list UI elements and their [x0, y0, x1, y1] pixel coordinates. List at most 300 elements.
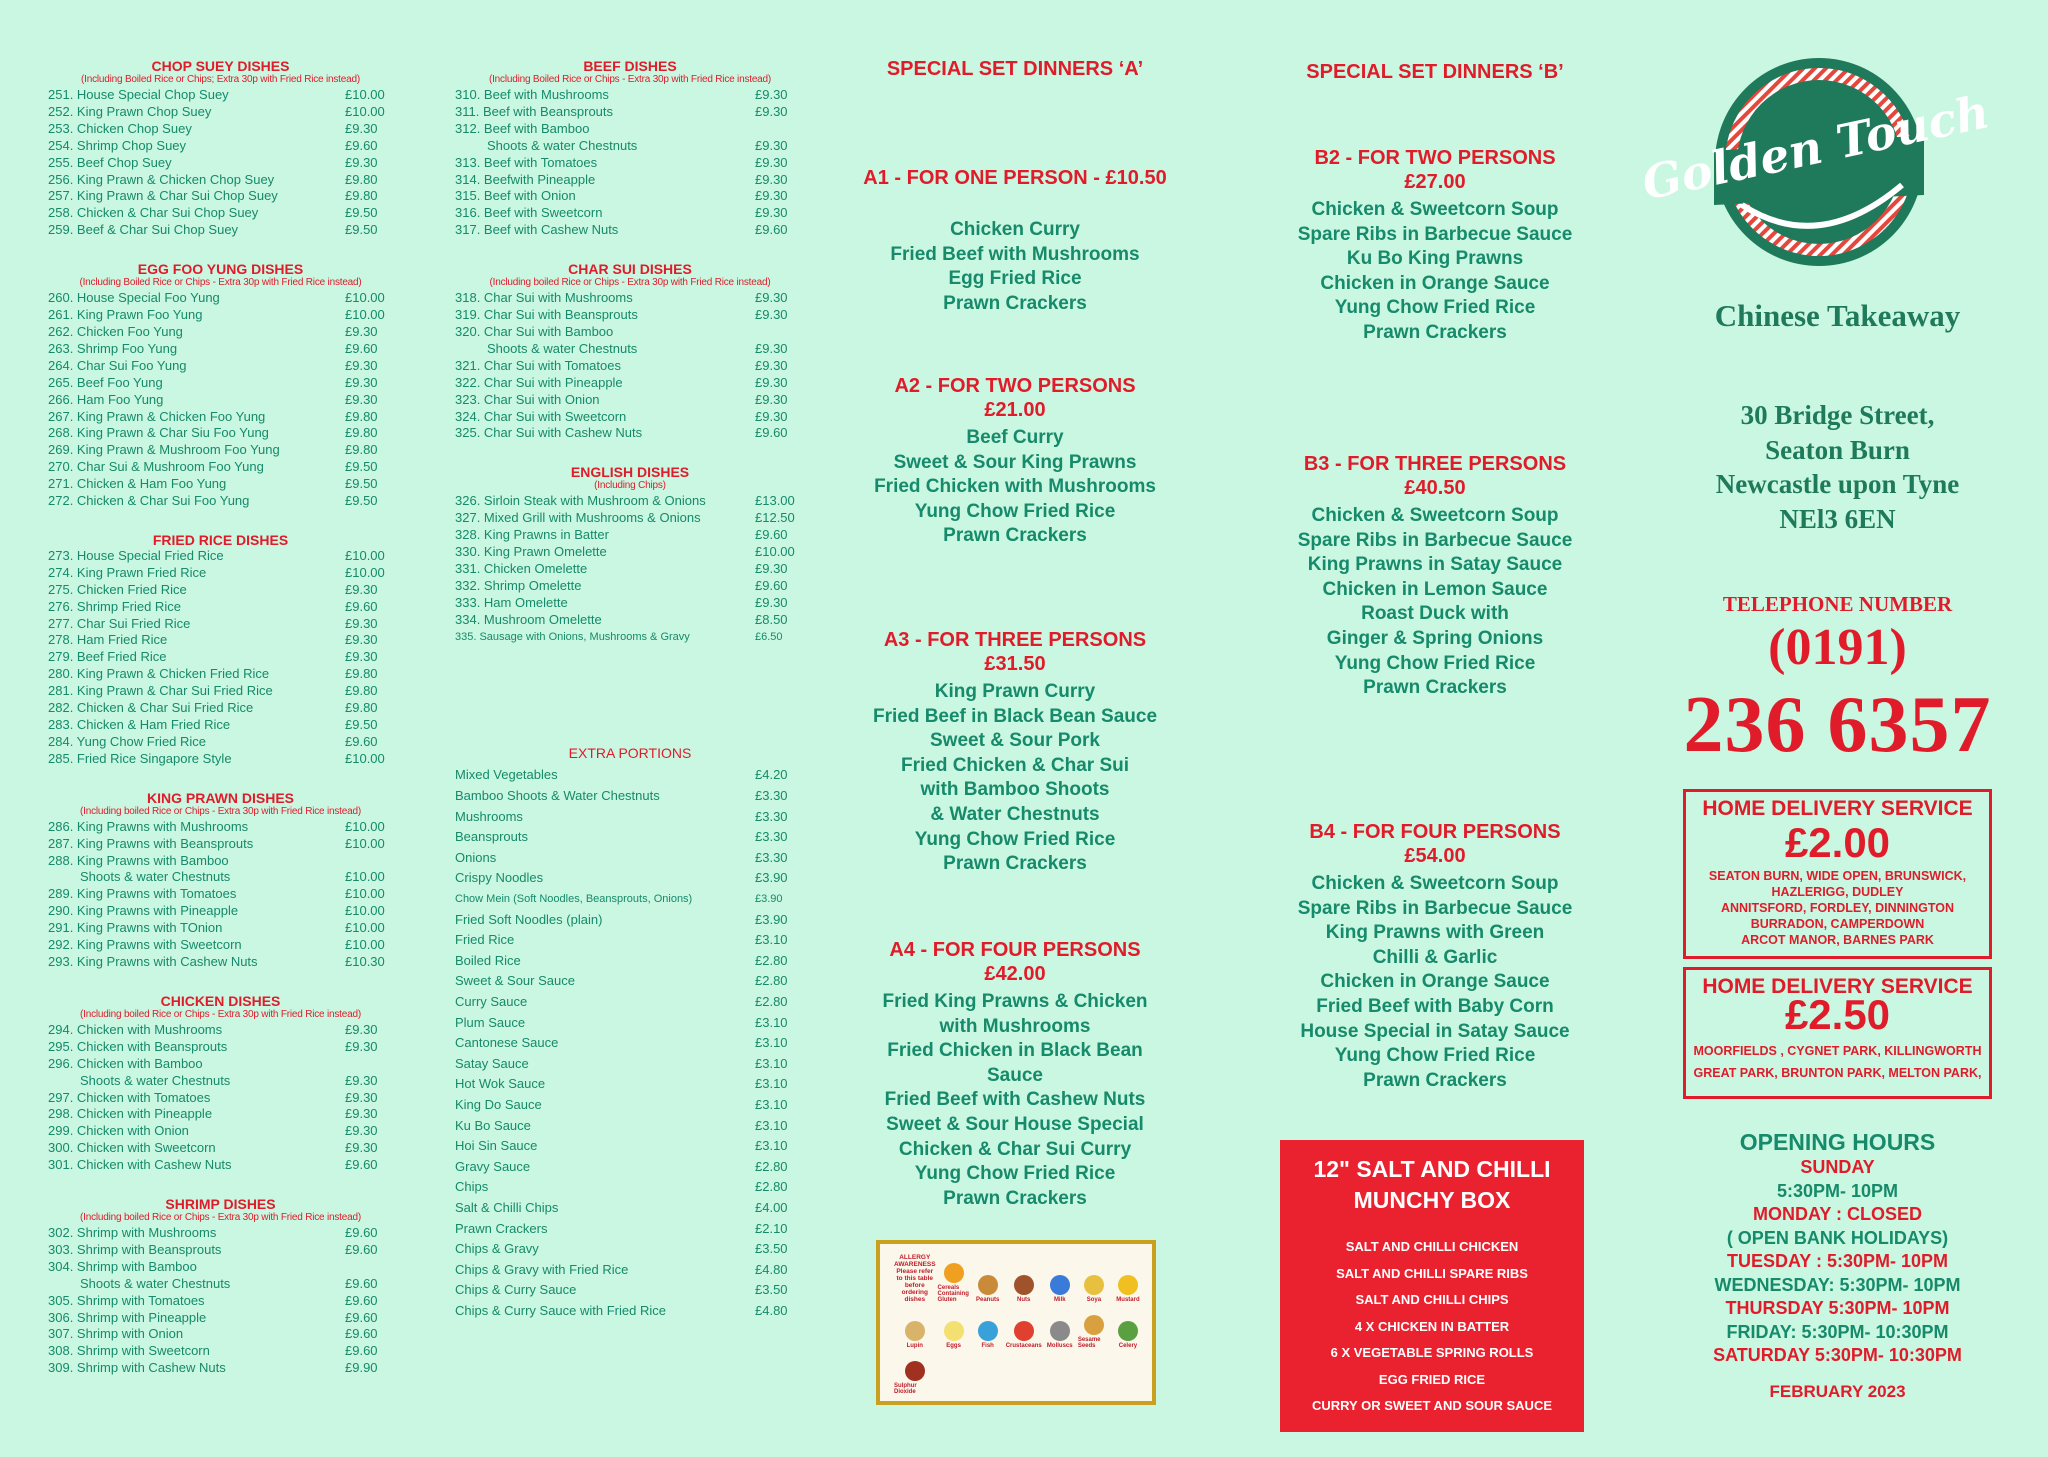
- item-price: £9.30: [345, 1021, 378, 1037]
- item-name: 324. Char Sui with Sweetcorn: [455, 408, 627, 424]
- section-title: CHICKEN DISHES: [160, 992, 281, 1009]
- item-price: £9.30: [345, 1089, 378, 1105]
- item-price: £9.30: [345, 581, 378, 597]
- item-name: Shoots & water Chestnuts: [80, 1072, 231, 1088]
- set-menu-item: Fried Beef with Baby Corn: [1316, 995, 1554, 1017]
- telephone-label: TELEPHONE NUMBER: [1722, 592, 1953, 616]
- item-name: 275. Chicken Fried Rice: [48, 581, 187, 597]
- munchy-box-title: [1280, 1154, 1584, 1216]
- delivery-heading: HOME DELIVERY SERVICE: [1702, 797, 1973, 820]
- menu-item-row: [455, 765, 805, 786]
- allergen-icon: [1084, 1275, 1104, 1295]
- item-price: £8.50: [755, 611, 788, 627]
- menu-item-row: [48, 1310, 393, 1327]
- item-name: Beansprouts: [455, 829, 528, 845]
- allergen-icon: [1014, 1321, 1034, 1341]
- set-menu-price: £40.50: [1404, 477, 1466, 499]
- delivery-area-line: ANNITSFORD, FORDLEY, DINNINGTON: [1720, 901, 1955, 915]
- menu-item-row: [48, 565, 393, 582]
- item-name: Mixed Vegetables: [455, 767, 558, 783]
- item-price: £9.30: [345, 1123, 378, 1139]
- item-price: £9.30: [345, 120, 378, 136]
- item-name: Plum Sauce: [455, 1014, 526, 1030]
- item-name: 325. Char Sui with Cashew Nuts: [455, 425, 643, 441]
- menu-item-row: [455, 392, 805, 409]
- menu-item-row: [48, 920, 393, 937]
- set-menu-a2: [845, 374, 1185, 549]
- item-price: £9.30: [755, 290, 788, 306]
- item-name: 259. Beef & Char Sui Chop Suey: [48, 222, 239, 238]
- section-title: ENGLISH DISHES: [570, 464, 690, 481]
- item-name: 291. King Prawns with TOnion: [48, 920, 223, 936]
- item-name: 269. King Prawn & Mushroom Foo Yung: [48, 442, 280, 458]
- set-menu-heading: B3 - FOR THREE PERSONS: [1303, 453, 1567, 475]
- item-name: 307. Shrimp with Onion: [48, 1326, 184, 1342]
- allergen-label: Sesame Seeds: [1077, 1337, 1101, 1349]
- allergen-icon: [1118, 1275, 1138, 1295]
- item-price: £3.30: [755, 788, 788, 804]
- menu-item-row: [48, 188, 393, 205]
- item-price: £10.00: [345, 920, 385, 936]
- menu-item-row: [48, 476, 393, 493]
- section-note: (Including boiled Rice or Chips - Extra 30p with Fried Rice instead): [80, 805, 361, 817]
- address-line: NEl3 6EN: [1779, 503, 1896, 534]
- item-name: Chow Mein (Soft Noodles, Beansprouts, Onions): [455, 893, 693, 906]
- item-name: 330. King Prawn Omelette: [455, 544, 607, 560]
- menu-item-row: [455, 544, 805, 561]
- set-b-title: SPECIAL SET DINNERS ‘B’: [1306, 61, 1564, 83]
- menu-item-row: [48, 649, 393, 666]
- munchy-item: SALT AND CHILLI CHICKEN: [1345, 1239, 1519, 1254]
- menu-item-row: [48, 172, 393, 189]
- item-price: £9.60: [755, 527, 788, 543]
- menu-item-row: [48, 616, 393, 633]
- menu-item-row: [455, 951, 805, 972]
- section-title: CHAR SUI DISHES: [568, 261, 692, 278]
- menu-item-row: [48, 819, 393, 836]
- item-name: Chips & Curry Sauce with Fried Rice: [455, 1302, 666, 1318]
- item-name: 316. Beef with Sweetcorn: [455, 205, 603, 221]
- item-name: 294. Chicken with Mushrooms: [48, 1021, 223, 1037]
- set-menu-item: Spare Ribs in Barbecue Sauce: [1297, 897, 1573, 919]
- set-menu-item: Roast Duck with: [1361, 603, 1509, 625]
- item-name: Chips & Gravy with Fried Rice: [455, 1261, 629, 1277]
- item-price: £3.50: [755, 1241, 788, 1257]
- menu-item-row: [455, 1033, 805, 1054]
- item-price: [755, 324, 805, 341]
- allergen-label: Molluscs: [1046, 1343, 1073, 1349]
- allergen-label: Milk: [1053, 1297, 1066, 1303]
- hours-line: SATURDAY 5:30PM- 10:30PM: [1713, 1345, 1962, 1365]
- item-name: 306. Shrimp with Pineapple: [48, 1309, 207, 1325]
- item-name: Fried Rice: [455, 932, 515, 948]
- item-price: £10.00: [345, 869, 385, 885]
- opening-hours-title: OPENING HOURS: [1739, 1129, 1936, 1155]
- golden-touch-logo: [1637, 55, 1994, 269]
- item-price: £3.10: [755, 1014, 788, 1030]
- item-price: £3.90: [755, 870, 788, 886]
- delivery-zone-1: [1683, 789, 1992, 959]
- item-name: Hoi Sin Sauce: [455, 1138, 538, 1154]
- allergen-label: Cereals Containing Gluten: [937, 1285, 969, 1303]
- delivery-zone-2: [1683, 967, 1992, 1099]
- allergy-chart: [876, 1240, 1156, 1405]
- item-name: 283. Chicken & Ham Fried Rice: [48, 717, 231, 732]
- menu-column-1: [48, 58, 393, 1399]
- item-price: £9.30: [755, 188, 788, 204]
- munchy-box-panel: [1280, 1140, 1584, 1432]
- set-menu-item: Yung Chow Fried Rice: [1334, 297, 1536, 319]
- item-price: £3.90: [755, 911, 788, 927]
- item-name: Shoots & water Chestnuts: [80, 1275, 231, 1291]
- section-note: (Including boiled Rice or Chips - Extra 30p with Fried Rice instead): [80, 1008, 361, 1020]
- item-price: £9.30: [755, 137, 788, 153]
- item-price: £12.50: [755, 510, 795, 526]
- allergen-label: Sulphur Dioxide: [894, 1383, 917, 1395]
- menu-item-row: [48, 324, 393, 341]
- allergen-label: Celery: [1118, 1343, 1138, 1349]
- menu-item-row: [455, 1260, 805, 1281]
- item-price: £9.30: [755, 205, 788, 221]
- item-price: £10.00: [345, 103, 385, 119]
- item-name: 332. Shrimp Omelette: [455, 577, 582, 593]
- allergen-label: Mustard: [1116, 1297, 1140, 1303]
- menu-item-row: [48, 121, 393, 138]
- menu-item-row: [48, 1039, 393, 1056]
- item-name: 321. Char Sui with Tomatoes: [455, 357, 621, 373]
- item-price: £2.80: [755, 1158, 788, 1174]
- menu-item-row: [455, 578, 805, 595]
- section-note: (Including Boiled Rice or Chips - Extra 30p with Fried Rice instead): [79, 277, 362, 289]
- allergen-icon: [978, 1275, 998, 1295]
- menu-item-row: [48, 290, 393, 307]
- item-price: £9.60: [755, 425, 788, 441]
- menu-item-row: [455, 1239, 805, 1260]
- menu-item-row: [48, 869, 393, 886]
- menu-item-row: [455, 290, 805, 307]
- item-name: Onions: [455, 849, 497, 865]
- allergy-empty-cell: [938, 1351, 970, 1395]
- item-name: 251. House Special Chop Suey: [48, 87, 229, 102]
- set-menu-price: £42.00: [984, 963, 1046, 985]
- item-price: £9.80: [345, 666, 378, 682]
- allergy-item: [1112, 1254, 1144, 1303]
- menu-item-row: [48, 734, 393, 751]
- item-name: 297. Chicken with Tomatoes: [48, 1089, 211, 1105]
- set-menu-item: Ginger & Spring Onions: [1326, 627, 1544, 649]
- set-menu-item: Spare Ribs in Barbecue Sauce: [1297, 223, 1573, 245]
- item-price: £9.60: [345, 1343, 378, 1359]
- item-name: 256. King Prawn & Chicken Chop Suey: [48, 171, 275, 187]
- set-menu-price: £21.00: [984, 399, 1046, 421]
- set-menu-heading: B4 - FOR FOUR PERSONS: [1309, 821, 1561, 843]
- menu-item-row: [455, 1219, 805, 1240]
- set-menu-item: Chilli & Garlic: [1372, 946, 1498, 968]
- item-price: £3.10: [755, 1117, 788, 1133]
- set-menu-item: Sweet & Sour House Special: [886, 1113, 1144, 1135]
- menu-item-row: [455, 1054, 805, 1075]
- menu-item-row: [455, 827, 805, 848]
- set-menu-item: Prawn Crackers: [1363, 677, 1507, 699]
- section-title: CHOP SUEY DISHES: [151, 58, 290, 74]
- item-name: 270. Char Sui & Mushroom Foo Yung: [48, 459, 264, 475]
- item-price: £9.60: [345, 1157, 378, 1173]
- set-menu-item: Chicken in Lemon Sauce: [1322, 578, 1548, 600]
- munchy-title-line-1: 12" SALT AND CHILLI: [1313, 1156, 1551, 1182]
- item-price: £9.80: [345, 188, 378, 204]
- menu-item-row: [455, 612, 805, 629]
- section-note: (Including Boiled Rice or Chips - Extra 30p with Fried Rice instead): [488, 74, 772, 85]
- menu-item-row: [48, 1242, 393, 1259]
- set-menu-item: Fried King Prawns & Chicken: [882, 991, 1148, 1012]
- item-name: 299. Chicken with Onion: [48, 1123, 189, 1139]
- set-menu-item: Yung Chow Fried Rice: [914, 828, 1116, 850]
- item-price: £9.60: [755, 222, 788, 238]
- item-name: 252. King Prawn Chop Suey: [48, 103, 212, 119]
- menu-item-row: [455, 138, 805, 155]
- allergy-title: ALLERGY AWARENESS Please refer to this table before ordering dishes: [894, 1254, 936, 1303]
- item-price: £9.30: [755, 357, 788, 373]
- item-price: £9.50: [345, 459, 378, 475]
- menu-item-row: [455, 1136, 805, 1157]
- menu-item-row: [455, 527, 805, 544]
- section-title: SHRIMP DISHES: [165, 1196, 276, 1213]
- hours-line: WEDNESDAY: 5:30PM- 10PM: [1714, 1274, 1961, 1295]
- set-menu-item: Chicken & Char Sui Curry: [898, 1138, 1132, 1160]
- item-price: £10.00: [345, 937, 385, 953]
- set-menu-heading: B2 - FOR TWO PERSONS: [1314, 147, 1556, 169]
- menu-item-row: [48, 307, 393, 324]
- item-name: 323. Char Sui with Onion: [455, 391, 600, 407]
- allergen-icon: [978, 1321, 998, 1341]
- menu-item-row: [455, 561, 805, 578]
- item-price: £9.30: [755, 391, 788, 407]
- allergy-item: [1078, 1305, 1110, 1349]
- allergy-empty-cell: [1006, 1351, 1042, 1395]
- menu-item-row: [48, 1225, 393, 1242]
- item-price: £6.50: [755, 630, 783, 643]
- allergy-empty-cell: [1112, 1351, 1144, 1395]
- item-name: 281. King Prawn & Char Sui Fried Rice: [48, 683, 273, 699]
- allergen-icon: [905, 1361, 925, 1381]
- set-menu-item: House Special in Satay Sauce: [1300, 1020, 1570, 1042]
- item-name: Prawn Crackers: [455, 1220, 548, 1236]
- menu-item-row: [455, 910, 805, 931]
- munchy-item: SALT AND CHILLI CHIPS: [1355, 1292, 1509, 1307]
- menu-item-row: [48, 1276, 393, 1293]
- menu-item-row: [455, 1280, 805, 1301]
- item-name: 285. Fried Rice Singapore Style: [48, 750, 232, 766]
- item-price: £9.60: [345, 137, 378, 153]
- item-price: £9.30: [755, 87, 788, 102]
- item-name: Fried Soft Noodles (plain): [455, 911, 603, 927]
- item-price: £10.00: [345, 87, 385, 102]
- item-price: £9.30: [345, 632, 378, 648]
- item-price: £4.20: [755, 767, 788, 783]
- menu-item-row: [455, 341, 805, 358]
- set-menu-item: King Prawn Curry: [934, 681, 1096, 702]
- item-name: 290. King Prawns with Pineapple: [48, 903, 239, 919]
- set-menu-a1: [845, 166, 1185, 316]
- extra-portions-section: [455, 745, 805, 1321]
- menu-item-row: [48, 459, 393, 476]
- set-menu-item: Fried Beef with Cashew Nuts: [884, 1089, 1146, 1111]
- item-price: £2.10: [755, 1220, 788, 1236]
- munchy-title-line-2: MUNCHY BOX: [1353, 1187, 1511, 1213]
- item-price: £3.10: [755, 1055, 788, 1071]
- menu-item-row: [48, 104, 393, 121]
- menu-item-row: [455, 971, 805, 992]
- allergen-label: Fish: [981, 1343, 994, 1349]
- set-menu-item: Fried Chicken & Char Sui: [900, 754, 1130, 776]
- address-line: 30 Bridge Street,: [1740, 400, 1935, 430]
- item-name: 301. Chicken with Cashew Nuts: [48, 1157, 232, 1173]
- section-title: EGG FOO YUNG DISHES: [137, 261, 304, 278]
- menu-item-row: [455, 1157, 805, 1178]
- set-menu-item: & Water Chestnuts: [930, 803, 1100, 825]
- menu-item-row: [455, 493, 805, 510]
- menu-item-row: [48, 87, 393, 104]
- item-price: £3.30: [755, 808, 788, 824]
- item-name: 331. Chicken Omelette: [455, 560, 588, 576]
- item-name: 296. Chicken with Bamboo: [48, 1055, 203, 1071]
- item-name: 287. King Prawns with Beansprouts: [48, 835, 254, 851]
- set-menu-item: with Mushrooms: [939, 1015, 1091, 1037]
- allergy-empty-cell: [972, 1351, 1004, 1395]
- menu-item-row: [48, 582, 393, 599]
- menu-item-row: [48, 903, 393, 920]
- item-name: Salt & Chilli Chips: [455, 1199, 559, 1215]
- item-price: £9.50: [345, 476, 378, 492]
- munchy-item: EGG FRIED RICE: [1378, 1371, 1486, 1387]
- menu-item-row: [48, 1293, 393, 1310]
- item-name: 308. Shrimp with Sweetcorn: [48, 1343, 210, 1359]
- set-menu-item: Chicken & Sweetcorn Soup: [1311, 873, 1559, 894]
- item-name: 335. Sausage with Onions, Mushrooms & Gravy: [455, 630, 690, 643]
- allergy-item: [1044, 1254, 1076, 1303]
- brand-name: Chinese Takeaway: [1714, 298, 1961, 333]
- item-price: £9.80: [345, 425, 378, 441]
- set-menu-item: King Prawns with Green: [1325, 922, 1545, 944]
- item-name: 288. King Prawns with Bamboo: [48, 852, 229, 868]
- item-name: Sweet & Sour Sauce: [455, 973, 575, 989]
- item-name: Boiled Rice: [455, 952, 521, 968]
- menu-item-row: [455, 889, 805, 910]
- delivery-heading: HOME DELIVERY SERVICE: [1702, 975, 1973, 998]
- item-price: £9.60: [345, 1292, 378, 1308]
- set-menu-item: Yung Chow Fried Rice: [1334, 1045, 1536, 1067]
- menu-item-row: [455, 992, 805, 1013]
- telephone-area-code[interactable]: (0191): [1768, 619, 1907, 676]
- item-name: 262. Chicken Foo Yung: [48, 323, 183, 339]
- menu-item-row: [455, 510, 805, 527]
- menu-item-row: [455, 1177, 805, 1198]
- item-price: £10.30: [345, 953, 385, 969]
- menu-item-row: [48, 836, 393, 853]
- munchy-item: SALT AND CHILLI SPARE RIBS: [1336, 1265, 1528, 1281]
- item-price: £2.80: [755, 994, 788, 1009]
- item-price: £9.30: [755, 560, 788, 576]
- item-price: £3.10: [755, 932, 788, 948]
- item-name: 261. King Prawn Foo Yung: [48, 307, 203, 323]
- item-price: £3.50: [755, 1282, 788, 1298]
- set-menu-b2: [1270, 146, 1600, 346]
- allergen-icon: [944, 1263, 964, 1283]
- item-name: 333. Ham Omelette: [455, 594, 568, 610]
- item-name: 295. Chicken with Beansprouts: [48, 1038, 228, 1054]
- menu-item-row: [48, 548, 393, 565]
- set-menu-a4: [845, 938, 1185, 1211]
- allergy-item: [1112, 1305, 1144, 1349]
- section-title: BEEF DISHES: [583, 58, 677, 74]
- set-menu-item: Sweet & Sour Pork: [930, 730, 1100, 752]
- item-price: £9.60: [345, 340, 378, 356]
- allergen-icon: [1118, 1321, 1138, 1341]
- item-name: 328. King Prawns in Batter: [455, 527, 609, 543]
- set-menu-item: Chicken & Sweetcorn Soup: [1311, 199, 1559, 220]
- allergen-label: Nuts: [1017, 1297, 1031, 1303]
- item-price: £9.50: [345, 222, 378, 238]
- allergen-label: Lupin: [906, 1343, 923, 1349]
- item-price: £9.80: [345, 683, 378, 699]
- item-price: £9.80: [345, 442, 378, 458]
- telephone-number[interactable]: 236 6357: [1683, 681, 1992, 769]
- menu-item-row: [48, 442, 393, 459]
- item-name: 320. Char Sui with Bamboo: [455, 323, 614, 339]
- hours-line: FRIDAY: 5:30PM- 10:30PM: [1726, 1321, 1949, 1342]
- item-name: 268. King Prawn & Char Siu Foo Yung: [48, 425, 269, 441]
- item-price: £3.10: [755, 1138, 788, 1154]
- menu-item-row: [48, 205, 393, 222]
- menu-item-row: [48, 392, 393, 409]
- item-name: 314. Beefwith Pineapple: [455, 171, 596, 187]
- menu-item-row: [48, 853, 393, 870]
- menu-item-row: [455, 1301, 805, 1322]
- item-price: £3.30: [755, 849, 788, 865]
- menu-item-row: [48, 138, 393, 155]
- munchy-item: 4 X CHICKEN IN BATTER: [1354, 1318, 1510, 1334]
- item-name: 255. Beef Chop Suey: [48, 154, 172, 170]
- item-name: Bamboo Shoots & Water Chestnuts: [455, 788, 660, 804]
- menu-section: [48, 993, 393, 1174]
- hours-line: ( OPEN BANK HOLIDAYS): [1726, 1227, 1949, 1248]
- section-note: (Including Chips): [594, 480, 666, 492]
- menu-section: [48, 790, 393, 971]
- allergen-label: Soya: [1086, 1297, 1102, 1303]
- set-dinners-b: [1270, 58, 1600, 1138]
- set-menu-item: Prawn Crackers: [943, 525, 1087, 547]
- item-price: £9.50: [345, 717, 378, 732]
- menu-item-row: [48, 358, 393, 375]
- menu-item-row: [455, 104, 805, 121]
- set-dinners-a: [845, 58, 1185, 1208]
- set-menu-price: £27.00: [1404, 171, 1466, 193]
- item-name: Shoots & water Chestnuts: [487, 137, 638, 153]
- item-price: £9.30: [755, 374, 788, 390]
- set-menu-item: Prawn Crackers: [943, 1187, 1087, 1209]
- allergen-label: Crustaceans: [1005, 1343, 1042, 1349]
- menu-item-row: [455, 222, 805, 239]
- item-name: 265. Beef Foo Yung: [48, 374, 163, 390]
- item-name: 266. Ham Foo Yung: [48, 391, 164, 407]
- item-price: £9.60: [345, 1309, 378, 1325]
- menu-section: [48, 1196, 393, 1377]
- menu-item-row: [48, 1022, 393, 1039]
- set-menu-item: Prawn Crackers: [1363, 321, 1507, 343]
- allergen-icon: [1050, 1275, 1070, 1295]
- item-name: 300. Chicken with Sweetcorn: [48, 1140, 216, 1156]
- item-name: 322. Char Sui with Pineapple: [455, 374, 623, 390]
